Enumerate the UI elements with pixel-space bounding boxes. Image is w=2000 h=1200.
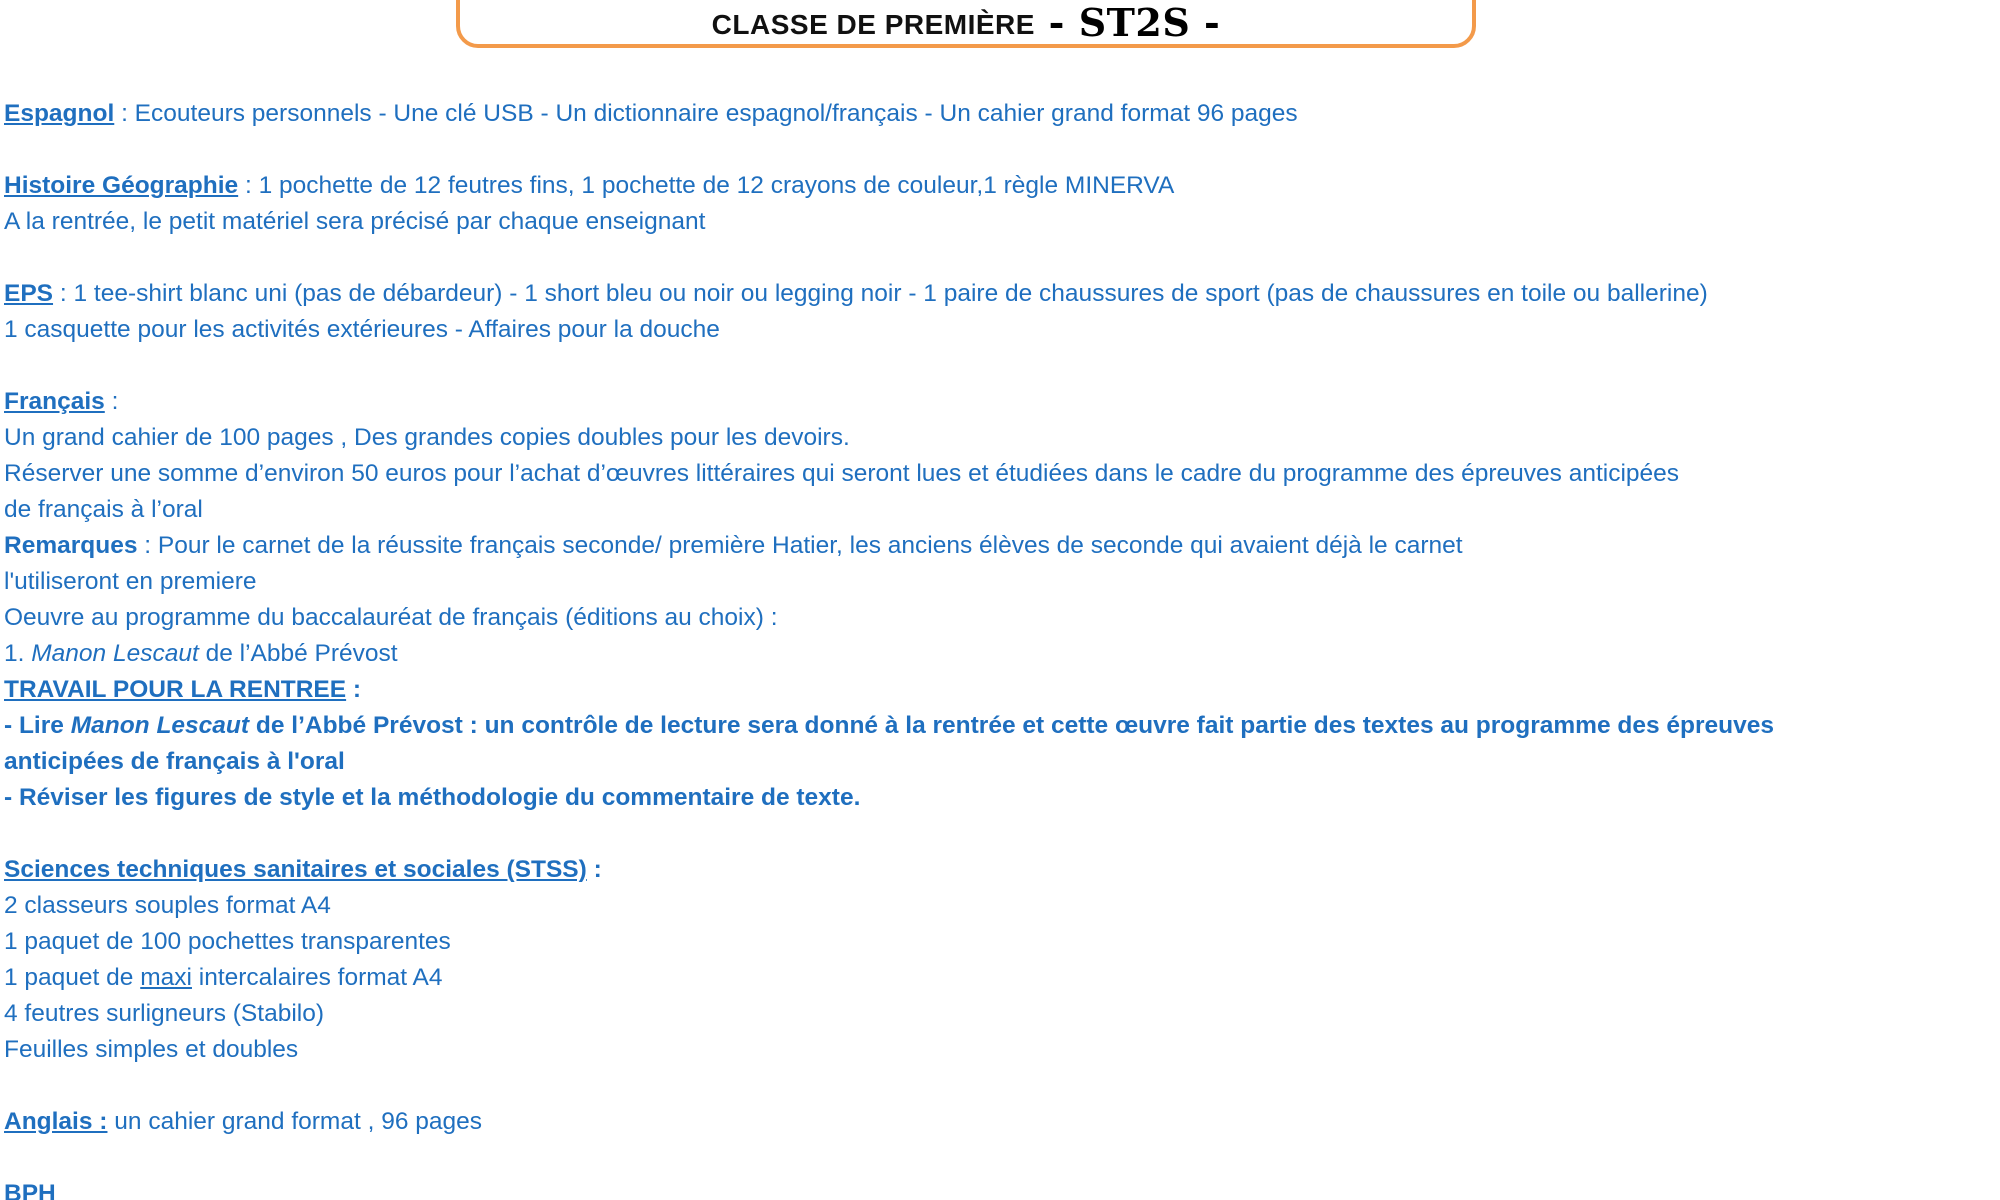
travail-line-1 [4, 708, 1994, 744]
bph-heading [4, 1176, 1994, 1200]
oeuvre-item-author: de l’Abbé Prévost [198, 640, 398, 667]
spacer [4, 132, 1994, 168]
stss-item-3-maxi: maxi [140, 964, 192, 991]
subject-eps: EPS [4, 280, 54, 307]
travail-label: TRAVAIL POUR LA RENTREE [4, 676, 347, 703]
subject-espagnol: Espagnol [4, 100, 115, 127]
travail-line-2: - Réviser les figures de style et la méthodologie du commentaire de texte. [4, 784, 861, 811]
subject-anglais: Anglais : [4, 1108, 108, 1135]
stss-item-1: 2 classeurs souples format A4 [4, 892, 331, 919]
oeuvre-line: Oeuvre au programme du baccalauréat de français (éditions au choix) : [4, 604, 778, 631]
spacer [4, 816, 1994, 852]
anglais-text: un cahier grand format , 96 pages [107, 1108, 483, 1135]
stss-item-3 [4, 960, 1994, 996]
espagnol-text: : Ecouteurs personnels - Une clé USB - Un dictionnaire espagnol/français - Un cahier grand format 96 pages [114, 100, 1298, 127]
subject-histoire-geographie: Histoire Géographie [4, 172, 239, 199]
title-class-code: ST2S [1078, 0, 1191, 45]
travail-heading [4, 672, 1994, 708]
subject-stss: Sciences techniques sanitaires et sociales (STSS) [4, 856, 587, 883]
supply-list [4, 96, 1994, 1200]
anglais-line [4, 1104, 1994, 1140]
stss-item-3a: 1 paquet de [4, 964, 141, 991]
remarques-line [4, 528, 1994, 564]
spacer [4, 348, 1994, 384]
oeuvre-item-num: 1. [4, 640, 32, 667]
histoire-line-2: A la rentrée, le petit matériel sera précisé par chaque enseignant [4, 208, 706, 235]
travail-colon: : [346, 676, 362, 703]
travail-line-1-cont: anticipées de français à l'oral [4, 748, 345, 775]
spacer [4, 240, 1994, 276]
spacer [4, 1140, 1994, 1176]
title-sep: - [1034, 0, 1079, 45]
francais-line-2: Réserver une somme d’environ 50 euros pour l’achat d’œuvres littéraires qui seront lues et étudiées dans le cadre du programme des épreuves anticipées [4, 460, 1680, 487]
francais-heading [4, 384, 1994, 420]
page-title [460, 0, 1472, 45]
stss-heading [4, 852, 1994, 888]
francais-colon: : [104, 388, 119, 415]
oeuvre-item-1 [4, 636, 1994, 672]
title-end: - [1190, 0, 1221, 45]
eps-text: : 1 tee-shirt blanc uni (pas de débardeur) - 1 short bleu ou noir ou legging noir - 1 paire de chaussures de sport (pas de chaussures en toile ou ballerine) [53, 280, 1708, 307]
title-main: CLASSE DE PREMIÈRE [711, 9, 1035, 40]
francais-line-3: de français à l’oral [4, 496, 203, 523]
travail-1-title: Manon Lescaut [70, 712, 250, 739]
remarques-label: Remarques [4, 532, 138, 559]
stss-item-5: Feuilles simples et doubles [4, 1036, 299, 1063]
remarques-line-2: l'utiliseront en premiere [4, 568, 257, 595]
eps-line [4, 276, 1994, 312]
stss-item-3b: intercalaires format A4 [191, 964, 443, 991]
travail-1b: de l’Abbé Prévost : un contrôle de lecture sera donné à la rentrée et cette œuvre fait partie des textes au programme des épreuves [249, 712, 1775, 739]
travail-1a: - Lire [4, 712, 71, 739]
oeuvre-item-title: Manon Lescaut [31, 640, 199, 667]
stss-item-4: 4 feutres surligneurs (Stabilo) [4, 1000, 325, 1027]
title-box [456, 0, 1476, 48]
stss-colon: : [586, 856, 602, 883]
remarques-text: : Pour le carnet de la réussite français seconde/ première Hatier, les anciens élèves de seconde qui avaient déjà le carnet [137, 532, 1463, 559]
subject-francais: Français [4, 388, 105, 415]
spacer [4, 1068, 1994, 1104]
histoire-text: : 1 pochette de 12 feutres fins, 1 pochette de 12 crayons de couleur,1 règle MINERVA [238, 172, 1175, 199]
francais-line-1: Un grand cahier de 100 pages , Des grandes copies doubles pour les devoirs. [4, 424, 850, 451]
espagnol-line [4, 96, 1994, 132]
subject-bph: BPH [4, 1180, 56, 1200]
eps-line-2: 1 casquette pour les activités extérieures - Affaires pour la douche [4, 316, 720, 343]
histoire-line [4, 168, 1994, 204]
stss-item-2: 1 paquet de 100 pochettes transparentes [4, 928, 451, 955]
